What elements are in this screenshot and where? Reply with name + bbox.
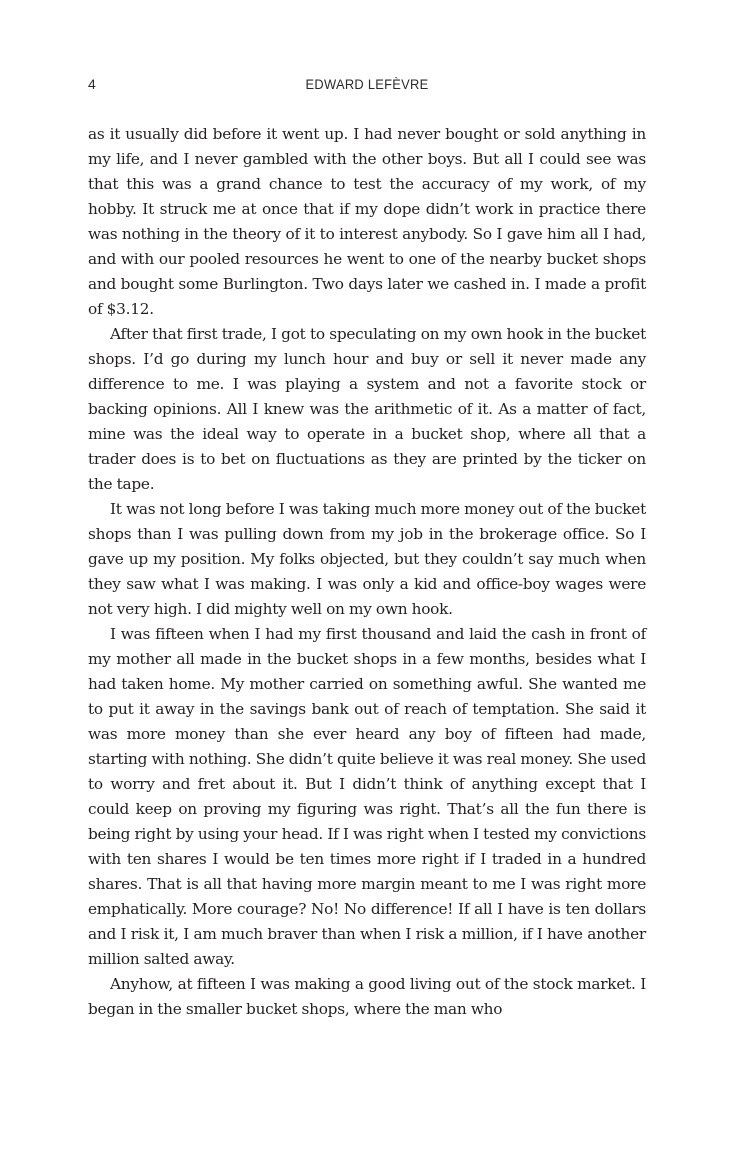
author-name: EDWARD LEFÈVRE bbox=[305, 76, 429, 92]
body-text bbox=[88, 122, 646, 1022]
paragraph: After that first trade, I got to speculating on my own hook in the bucket shops. I’d go during my lunch hour and buy or sell it never made any difference to me. I was playing a system and not a favorite stock or backing opinions. All I knew was the arithmetic of it. As a matter of fact, mine was the ideal way to operate in a bucket shop, where all that a trader does is to bet on fluctuations as they are printed by the ticker on the tape. bbox=[88, 325, 646, 493]
paragraph: Anyhow, at fifteen I was making a good living out of the stock market. I began in the smaller bucket shops, where the man who bbox=[88, 975, 646, 1018]
paragraph: It was not long before I was taking much more money out of the bucket shops than I was pulling down from my job in the brokerage office. So I gave up my position. My folks objected, but they couldn’t say much when they saw what I was making. I was only a kid and office-boy wages were not very high. I did mighty well on my own hook. bbox=[88, 500, 646, 618]
paragraph: I was fifteen when I had my first thousand and laid the cash in front of my mother all made in the bucket shops in a few months, besides what I had taken home. My mother carried on something awful. She wanted me to put it away in the savings bank out of reach of temptation. She said it was more money than she ever heard any boy of fifteen had made, starting with nothing. She didn’t quite believe it was real money. She used to worry and fret about it. But I didn’t think of anything except that I could keep on proving my figuring was right. That’s all the fun there is being right by using your head. If I was right when I tested my convictions with ten shares I would be ten times more right if I traded in a hundred shares. That is all that having more margin meant to me I was right more emphatically. More courage? No! No difference! If all I have is ten dollars and I risk it, I am much braver than when I risk a million, if I have another million salted away. bbox=[88, 625, 646, 968]
paragraph: as it usually did before it went up. I had never bought or sold anything in my life, and I never gambled with the other boys. But all I could see was that this was a grand chance to test the accuracy of my work, of my hobby. It struck me at once that if my dope didn’t work in practice there was nothing in the theory of it to interest anybody. So I gave him all I had, and with our pooled resources he went to one of the nearby bucket shops and bought some Burlington. Two days later we cashed in. I made a profit of $3.12. bbox=[88, 125, 646, 318]
page-number: 4 bbox=[88, 76, 97, 92]
running-head bbox=[88, 76, 646, 96]
